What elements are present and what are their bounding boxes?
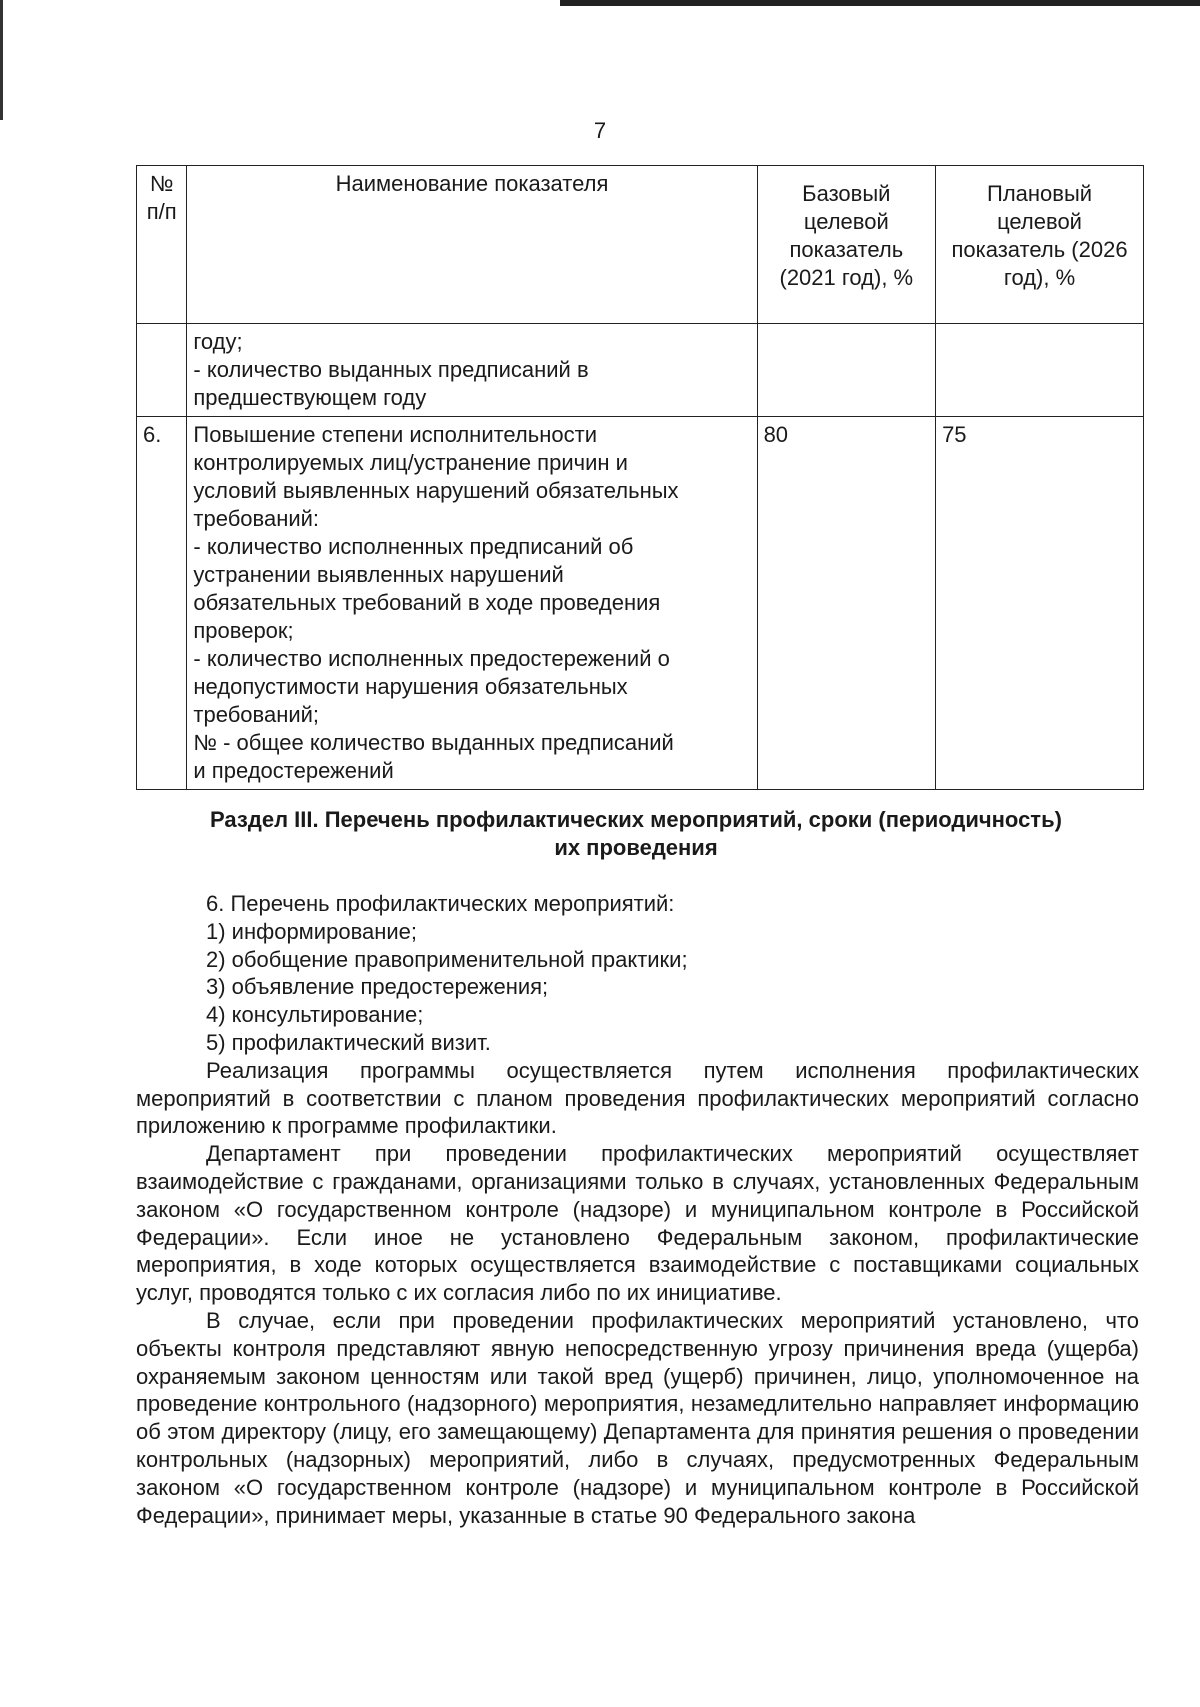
row-name-line: Повышение степени исполнительности	[193, 422, 597, 447]
row-name-line: проверок;	[193, 618, 294, 643]
row-base	[757, 324, 936, 417]
header-num: № п/п	[137, 166, 187, 324]
row-num: 6.	[137, 417, 187, 790]
row-name	[187, 417, 757, 790]
paragraph: Департамент при проведении профилактических мероприятий осуществляет взаимодействие с гражданами, организациями только в случаях, установленных Федеральным законом «О государственном контроле (надзоре) и муниципальном контроле в Российской Федерации». Если иное не установлено Федеральным законом, профилактические мероприятия, в ходе которых осуществляется взаимодействие с поставщиками социальных услуг, проводятся только с их согласия либо по их инициативе.	[136, 1141, 1139, 1306]
row-name-line: требований:	[193, 506, 320, 531]
list-item: 5) профилактический визит.	[206, 1029, 491, 1055]
row-base: 80	[757, 417, 936, 790]
row-num	[137, 324, 187, 417]
row-name-line: требований;	[193, 702, 320, 727]
header-plan: Плановый целевой показатель (2026 год), %	[936, 166, 1144, 324]
scan-edge-mark	[0, 0, 3, 120]
row-name-line: году;	[193, 329, 243, 354]
section-title-line: их проведения	[554, 835, 718, 860]
row-name-line: и предостережений	[193, 758, 394, 783]
row-name-line: - количество исполненных предостережений о	[193, 646, 670, 671]
page-number: 7	[593, 118, 607, 143]
table-row	[137, 324, 1144, 417]
table-row	[137, 417, 1144, 790]
list-intro: 6. Перечень профилактических мероприятий:	[206, 891, 675, 916]
header-base: Базовый целевой показатель (2021 год), %	[757, 166, 936, 324]
row-name-line: устранении выявленных нарушений	[193, 562, 564, 587]
list-item: 2) обобщение правоприменительной практики;	[206, 946, 688, 972]
section-title	[136, 806, 1136, 862]
row-name-line: - количество выданных предписаний в	[193, 357, 589, 382]
header-name: Наименование показателя	[187, 166, 757, 324]
row-name	[187, 324, 757, 417]
row-plan: 75	[936, 417, 1144, 790]
row-name-line: условий выявленных нарушений обязательных	[193, 478, 679, 503]
row-name-line: контролируемых лиц/устранение причин и	[193, 450, 628, 475]
paragraph: В случае, если при проведении профилактических мероприятий установлено, что объекты контроля представляют явную непосредственную угрозу причинения вреда (ущерба) охраняемым законом ценностям или такой вред (ущерб) причинен, лицо, уполномоченное на проведение контрольного (надзорного) мероприятия, незамедлительно направляет информацию об этом директору (лицу, его замещающему) Департамента для принятия решения о проведении контрольных (надзорных) мероприятий, либо в случаях, предусмотренных Федеральным законом «О государственном контроле (надзоре) и муниципальном контроле в Российской Федерации», принимает меры, указанные в статье 90 Федерального закона	[136, 1307, 1139, 1528]
list-item: 4) консультирование;	[206, 1002, 424, 1028]
scan-edge-line	[560, 0, 1200, 6]
row-name-line: обязательных требований в ходе проведения	[193, 590, 661, 615]
row-name-line: недопустимости нарушения обязательных	[193, 674, 628, 699]
indicators-table	[136, 165, 1144, 790]
paragraph: Реализация программы осуществляется путем исполнения профилактических мероприятий в соответствии с планом проведения профилактических мероприятий согласно приложению к программе профилактики.	[136, 1057, 1139, 1139]
section-title-line: Раздел III. Перечень профилактических мероприятий, сроки (периодичность)	[210, 807, 1062, 832]
list-item: 3) объявление предостережения;	[206, 974, 549, 1000]
row-name-line: № - общее количество выданных предписаний	[193, 730, 674, 755]
row-name-line: предшествующем году	[193, 385, 427, 410]
table-header-row	[137, 166, 1144, 324]
row-name-line: - количество исполненных предписаний об	[193, 534, 634, 559]
list-item: 1) информирование;	[206, 918, 418, 944]
body-text	[136, 890, 1139, 1529]
row-plan	[936, 324, 1144, 417]
